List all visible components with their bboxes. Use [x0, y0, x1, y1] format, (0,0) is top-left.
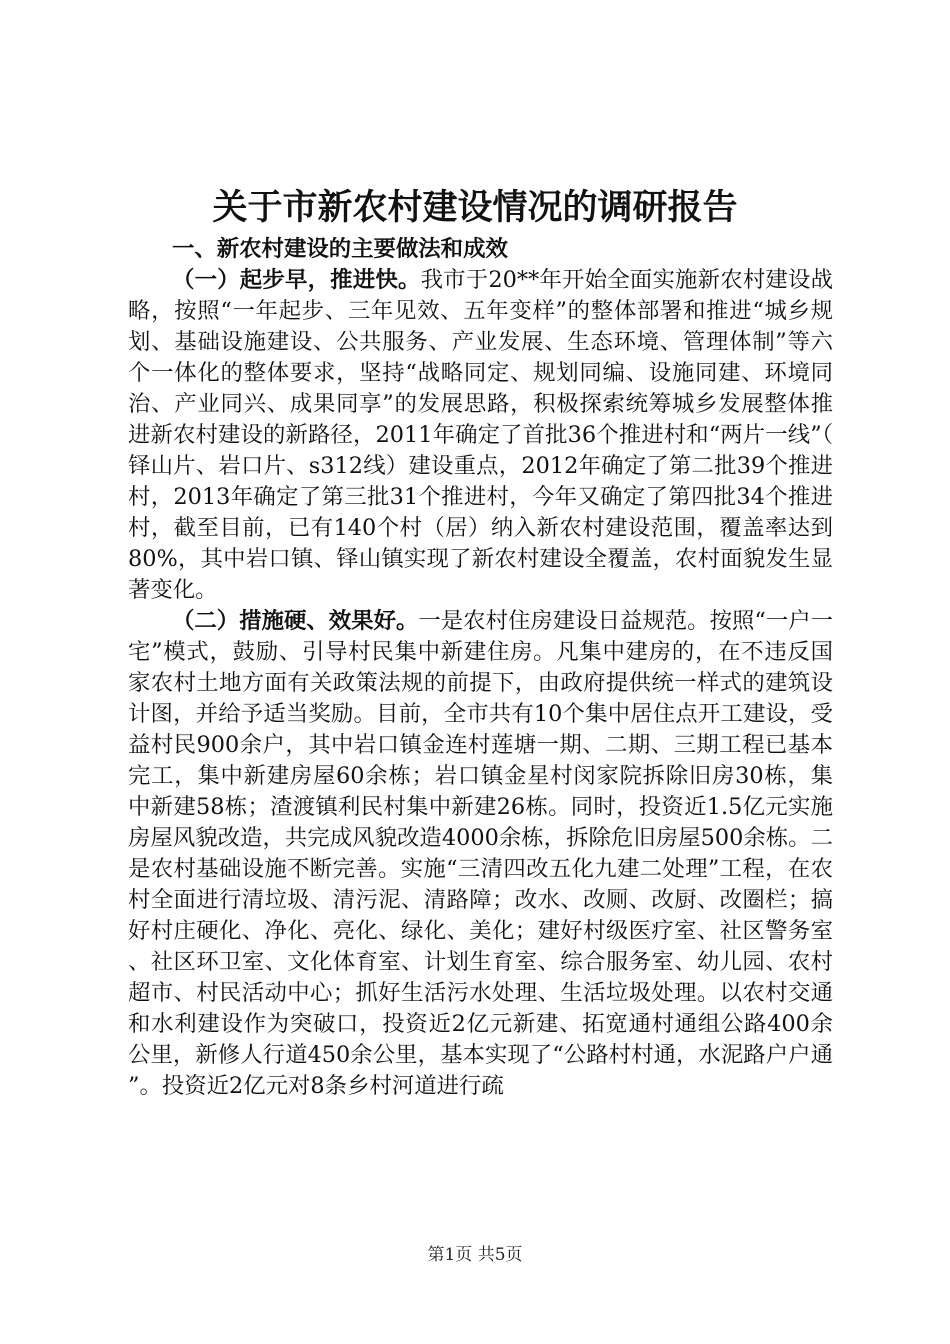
paragraph-2-lead: （二）措施硬、效果好。: [172, 608, 419, 634]
paragraph-1-text: 我市于20**年开始全面实施新农村建设战略，按照“一年起步、三年见效、五年变样”的整体部署和推进“城乡规划、基础设施建设、公共服务、产业发展、生态环境、管理体制”等六个一体化的整体要求，坚持“战略同定、规划同编、设施同建、环境同治、产业同兴、成果同享”的发展思路，积极探索统筹城乡发展整体推进新农村建设的新路径，2011年确定了首批36个推进村和“两片一线”（铎山片、岩口片、s312线）建设重点，2012年确定了第二批39个推进村，2013年确定了第三批31个推进村，今年又确定了第四批34个推进村，截至目前，已有140个村（居）纳入新农村建设范围，覆盖率达到80%，其中岩口镇、铎山镇实现了新农村建设全覆盖，农村面貌发生显著变化。: [128, 267, 834, 603]
paragraph-2: [128, 606, 833, 1102]
section-heading: 一、新农村建设的主要做法和成效: [172, 236, 508, 262]
document-body: [128, 234, 833, 1102]
paragraph-1-lead: （一）起步早，推进快。: [172, 267, 421, 293]
page-footer: 第1页 共5页: [427, 1245, 523, 1265]
paragraph-2-text: 一是农村住房建设日益规范。按照“一户一宅”模式，鼓励、引导村民集中新建住房。凡集中建房的，在不违反国家农村土地方面有关政策法规的前提下，由政府提供统一样式的建筑设计图，并给予适当奖励。目前，全市共有10个集中居住点开工建设，受益村民900余户，其中岩口镇金连村莲塘一期、二期、三期工程已基本完工，集中新建房屋60余栋；岩口镇金星村闵家院拆除旧房30栋，集中新建58栋；渣渡镇利民村集中新建26栋。同时，投资近1.5亿元实施房屋风貌改造，共完成风貌改造4000余栋，拆除危旧房屋500余栋。二是农村基础设施不断完善。实施“三清四改五化九建二处理”工程，在农村全面进行清垃圾、清污泥、清路障；改水、改厕、改厨、改圈栏；搞好村庄硬化、净化、亮化、绿化、美化；建好村级医疗室、社区警务室、社区环卫室、文化体育室、计划生育室、综合服务室、幼儿园、农村超市、村民活动中心；抓好生活污水处理、生活垃圾处理。以农村交通和水利建设作为突破口，投资近2亿元新建、拓宽通村通组公路400余公里，新修人行道450余公里，基本实现了“公路村村通，水泥路户户通”。投资近2亿元对8条乡村河道进行疏: [128, 608, 834, 1099]
document-title: 关于市新农村建设情况的调研报告: [212, 187, 738, 228]
paragraph-1: [128, 265, 833, 606]
